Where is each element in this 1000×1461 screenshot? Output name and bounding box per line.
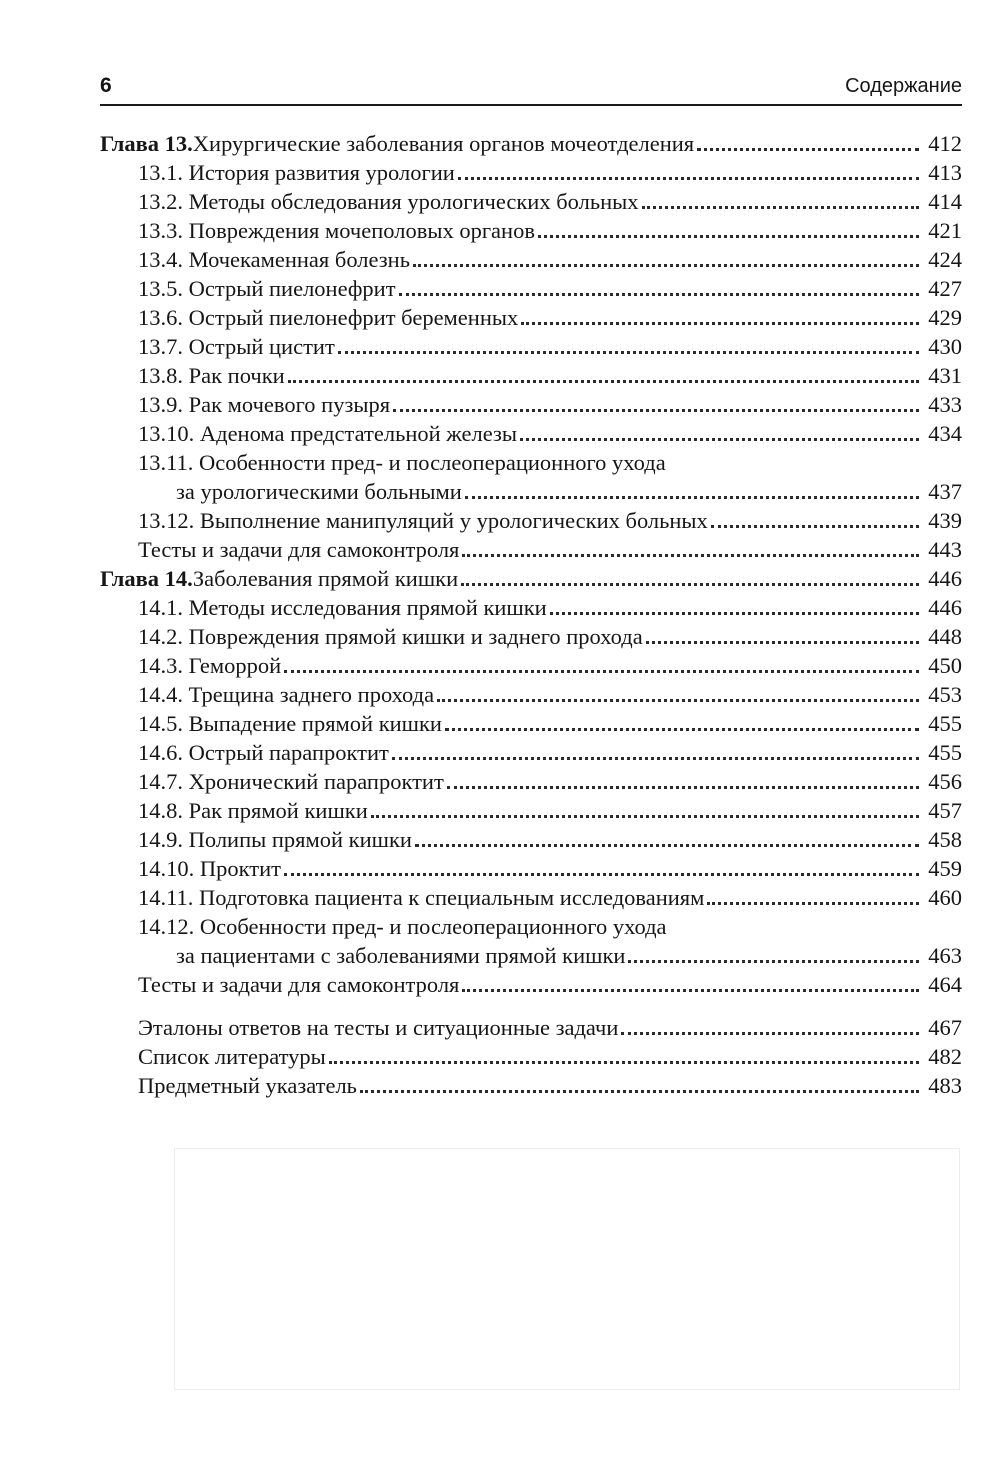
entry-title: 13.1. История развития урологии: [138, 160, 455, 185]
toc-entry: [100, 854, 962, 883]
entry-page-number: 439: [928, 508, 962, 533]
toc-entry: [100, 941, 962, 970]
toc-entry: [100, 506, 962, 535]
dot-leader: [642, 206, 919, 209]
toc-entry: [100, 1071, 962, 1100]
toc-entry: [100, 593, 962, 622]
toc-chapter-entry: [100, 564, 962, 593]
entry-title: 13.4. Мочекаменная болезнь: [138, 247, 410, 272]
dot-leader: [550, 612, 919, 615]
entry-title: 13.10. Аденома предстательной железы: [138, 421, 518, 446]
entry-page-number: 483: [928, 1073, 962, 1098]
entry-page-number: 437: [928, 479, 962, 504]
page-header: [100, 72, 962, 106]
entry-page-number: 482: [928, 1044, 962, 1069]
entry-page-number: 443: [928, 537, 962, 562]
toc-entry: [100, 361, 962, 390]
dot-leader: [538, 235, 919, 238]
dot-leader: [458, 177, 919, 180]
entry-page-number: 450: [928, 653, 962, 678]
entry-page-number: 458: [928, 827, 962, 852]
toc-chapter-entry: [100, 129, 962, 158]
entry-title: 13.3. Повреждения мочеполовых органов: [138, 218, 535, 243]
entry-title: 13.11. Особенности пред- и послеоперационного ухода: [138, 450, 666, 475]
dot-leader: [284, 873, 919, 876]
chapter-label: Глава 14.: [100, 566, 193, 591]
dot-leader: [392, 757, 919, 760]
entry-title: 14.4. Трещина заднего прохода: [138, 682, 435, 707]
toc-entry: [100, 535, 962, 564]
entry-title: 14.9. Полипы прямой кишки: [138, 827, 412, 852]
running-head: Содержание: [845, 75, 962, 97]
entry-page-number: 433: [928, 392, 962, 417]
dot-leader: [360, 1090, 919, 1093]
toc-entry: [100, 274, 962, 303]
toc-entry: [100, 738, 962, 767]
toc-entry: [100, 158, 962, 187]
entry-title: 14.12. Особенности пред- и послеоперационного ухода: [138, 914, 667, 939]
dot-leader: [413, 264, 919, 267]
entry-title: 14.2. Повреждения прямой кишки и заднего прохода: [138, 624, 643, 649]
entry-page-number: 457: [928, 798, 962, 823]
dot-leader: [445, 728, 919, 731]
dot-leader: [521, 322, 919, 325]
entry-title: 14.6. Острый парапроктит: [138, 740, 389, 765]
toc-entry: [100, 1013, 962, 1042]
dot-leader: [329, 1061, 919, 1064]
dot-leader: [415, 844, 919, 847]
dot-leader: [628, 960, 919, 963]
dot-leader: [711, 525, 919, 528]
toc-entry: [100, 883, 962, 912]
toc-entry: [100, 970, 962, 999]
entry-title: Список литературы: [138, 1044, 326, 1069]
entry-page-number: 446: [928, 595, 962, 620]
entry-page-number: 424: [928, 247, 962, 272]
dot-leader: [520, 438, 919, 441]
toc-entry: [100, 912, 962, 941]
entry-title: 14.11. Подготовка пациента к специальным исследованиям: [138, 885, 705, 910]
toc-entry: [100, 767, 962, 796]
entry-page-number: 460: [928, 885, 962, 910]
entry-title: Хирургические заболевания органов мочеотделения: [192, 131, 695, 156]
entry-page-number: 434: [928, 421, 962, 446]
entry-title: Тесты и задачи для самоконтроля: [138, 537, 460, 562]
entry-page-number: 431: [928, 363, 962, 388]
entry-title: за пациентами с заболеваниями прямой кишки: [176, 943, 626, 968]
toc-entry: [100, 187, 962, 216]
toc-entry: [100, 796, 962, 825]
dot-leader: [371, 815, 919, 818]
toc-entry: [100, 216, 962, 245]
toc-entry: [100, 303, 962, 332]
entry-title: Эталоны ответов на тесты и ситуационные задачи: [138, 1015, 619, 1040]
dot-leader: [399, 293, 919, 296]
dot-leader: [646, 641, 919, 644]
show-through-frame: [174, 1148, 960, 1390]
table-of-contents: [100, 129, 962, 1100]
entry-page-number: 464: [928, 972, 962, 997]
entry-title: 14.8. Рак прямой кишки: [138, 798, 368, 823]
toc-entry: [100, 680, 962, 709]
entry-title: 13.2. Методы обследования урологических больных: [138, 189, 639, 214]
toc-entry: [100, 245, 962, 274]
entry-page-number: 448: [928, 624, 962, 649]
entry-page-number: 467: [928, 1015, 962, 1040]
dot-leader: [707, 902, 919, 905]
dot-leader: [393, 409, 919, 412]
entry-title: 13.9. Рак мочевого пузыря: [138, 392, 391, 417]
dot-leader: [288, 380, 919, 383]
entry-title: 13.5. Острый пиелонефрит: [138, 276, 396, 301]
entry-page-number: 463: [928, 943, 962, 968]
toc-entry: [100, 825, 962, 854]
dot-leader: [462, 554, 919, 557]
entry-title: 13.7. Острый цистит: [138, 334, 335, 359]
entry-page-number: 455: [928, 711, 962, 736]
dot-leader: [621, 1032, 919, 1035]
entry-title: за урологическими больными: [176, 479, 462, 504]
entry-page-number: 430: [928, 334, 962, 359]
toc-entry: [100, 448, 962, 477]
entry-page-number: 456: [928, 769, 962, 794]
dot-leader: [461, 583, 919, 586]
page-number: 6: [100, 74, 112, 97]
entry-page-number: 453: [928, 682, 962, 707]
dot-leader: [462, 989, 919, 992]
toc-entry: [100, 419, 962, 448]
toc-entry: [100, 622, 962, 651]
entry-title: 14.3. Геморрой: [138, 653, 282, 678]
toc-entry: [100, 1042, 962, 1071]
toc-entry: [100, 709, 962, 738]
toc-entry: [100, 390, 962, 419]
dot-leader: [465, 496, 919, 499]
entry-page-number: 455: [928, 740, 962, 765]
entry-page-number: 414: [928, 189, 962, 214]
dot-leader: [447, 786, 919, 789]
toc-entry: [100, 651, 962, 680]
entry-title: 14.5. Выпадение прямой кишки: [138, 711, 442, 736]
entry-page-number: 427: [928, 276, 962, 301]
entry-page-number: 412: [928, 131, 962, 156]
entry-title: 14.7. Хронический парапроктит: [138, 769, 444, 794]
entry-page-number: 446: [928, 566, 962, 591]
dot-leader: [437, 699, 919, 702]
dot-leader: [338, 351, 919, 354]
chapter-label: Глава 13.: [100, 131, 193, 156]
entry-title: 14.10. Проктит: [138, 856, 281, 881]
entry-page-number: 429: [928, 305, 962, 330]
entry-title: 13.12. Выполнение манипуляций у урологических больных: [138, 508, 708, 533]
entry-page-number: 413: [928, 160, 962, 185]
toc-entry: [100, 477, 962, 506]
dot-leader: [697, 148, 919, 151]
entry-title: Заболевания прямой кишки: [192, 566, 459, 591]
toc-entry: [100, 332, 962, 361]
entry-page-number: 421: [928, 218, 962, 243]
entry-page-number: 459: [928, 856, 962, 881]
entry-title: Тесты и задачи для самоконтроля: [138, 972, 460, 997]
entry-title: 13.8. Рак почки: [138, 363, 285, 388]
dot-leader: [284, 670, 919, 673]
entry-title: 14.1. Методы исследования прямой кишки: [138, 595, 547, 620]
entry-title: 13.6. Острый пиелонефрит беременных: [138, 305, 519, 330]
entry-title: Предметный указатель: [138, 1073, 357, 1098]
